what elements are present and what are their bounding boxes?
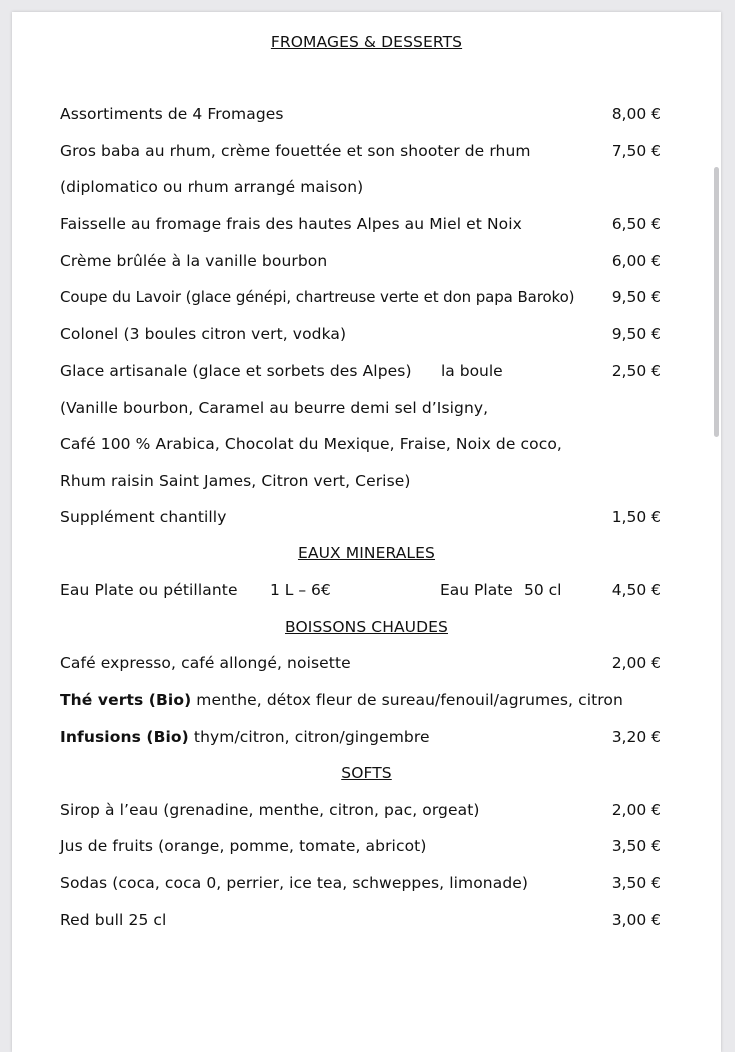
menu-item-price: 3,50 € [611, 837, 661, 855]
menu-item-name: Faisselle au fromage frais des hautes Alpes au Miel et Noix [60, 215, 522, 233]
menu-item-price: 9,50 € [611, 288, 661, 306]
menu-page [12, 12, 721, 1052]
menu-item-price: 7,50 € [611, 142, 661, 160]
menu-item-note: Rhum raisin Saint James, Citron vert, Cerise) [60, 472, 411, 490]
menu-item-name: Eau Plate ou pétillante [60, 581, 238, 599]
scrollbar[interactable] [714, 167, 719, 437]
menu-item-name: menthe, détox fleur de sureau/fenouil/agrumes, citron [191, 691, 623, 709]
menu-item-price: 2,50 € [611, 362, 661, 380]
menu-item-name: Jus de fruits (orange, pomme, tomate, abricot) [60, 837, 427, 855]
menu-item-name: Red bull 25 cl [60, 911, 167, 929]
menu-item-name: Supplément chantilly [60, 508, 227, 526]
menu-item-name: Coupe du Lavoir (glace génépi, chartreuse verte et don papa Baroko) [60, 288, 575, 306]
menu-item-price: 3,00 € [611, 911, 661, 929]
menu-item-bold: Thé verts (Bio) [60, 691, 192, 709]
menu-item-note: Café 100 % Arabica, Chocolat du Mexique, Fraise, Noix de coco, [60, 435, 562, 453]
section-title-chaudes: BOISSONS CHAUDES [285, 618, 448, 636]
menu-item-bold: Infusions (Bio) [60, 728, 189, 746]
menu-item-price: 2,00 € [611, 801, 661, 819]
menu-item-name: Café expresso, café allongé, noisette [60, 654, 351, 672]
menu-item-price: 2,00 € [611, 654, 661, 672]
menu-item-name: Sirop à l’eau (grenadine, menthe, citron, pac, orgeat) [60, 801, 480, 819]
menu-item-name: Crème brûlée à la vanille bourbon [60, 252, 328, 270]
menu-item-name: Colonel (3 boules citron vert, vodka) [60, 325, 347, 343]
menu-item-size: 50 cl [524, 581, 562, 599]
section-title-desserts: FROMAGES & DESSERTS [270, 33, 463, 51]
menu-item-name: Eau Plate [440, 581, 513, 599]
menu-item-price: 3,20 € [611, 728, 661, 746]
section-title-eaux: EAUX MINERALES [297, 544, 436, 562]
menu-item-price: 6,00 € [611, 252, 661, 270]
menu-item-price: 1,50 € [611, 508, 661, 526]
menu-item-note: (diplomatico ou rhum arrangé maison) [60, 178, 364, 196]
menu-item-price: 3,50 € [611, 874, 661, 892]
menu-item-name: thym/citron, citron/gingembre [188, 728, 430, 746]
menu-item-note: (Vanille bourbon, Caramel au beurre demi sel d’Isigny, [60, 399, 489, 417]
menu-item-name: Sodas (coca, coca 0, perrier, ice tea, schweppes, limonade) [60, 874, 529, 892]
menu-item-price: 9,50 € [611, 325, 661, 343]
menu-item-name: Gros baba au rhum, crème fouettée et son shooter de rhum [60, 142, 531, 160]
menu-item-row [60, 691, 623, 709]
menu-item-price: 8,00 € [611, 105, 661, 123]
menu-item-price: 6,50 € [611, 215, 661, 233]
menu-item-unit: la boule [441, 362, 503, 380]
section-title-softs: SOFTS [341, 764, 392, 782]
menu-item-row [60, 728, 430, 746]
menu-item-price: 4,50 € [611, 581, 661, 599]
menu-item-name: Assortiments de 4 Fromages [60, 105, 284, 123]
menu-item-name: Glace artisanale (glace et sorbets des Alpes) [60, 362, 412, 380]
menu-item-size: 1 L – 6€ [270, 581, 331, 599]
